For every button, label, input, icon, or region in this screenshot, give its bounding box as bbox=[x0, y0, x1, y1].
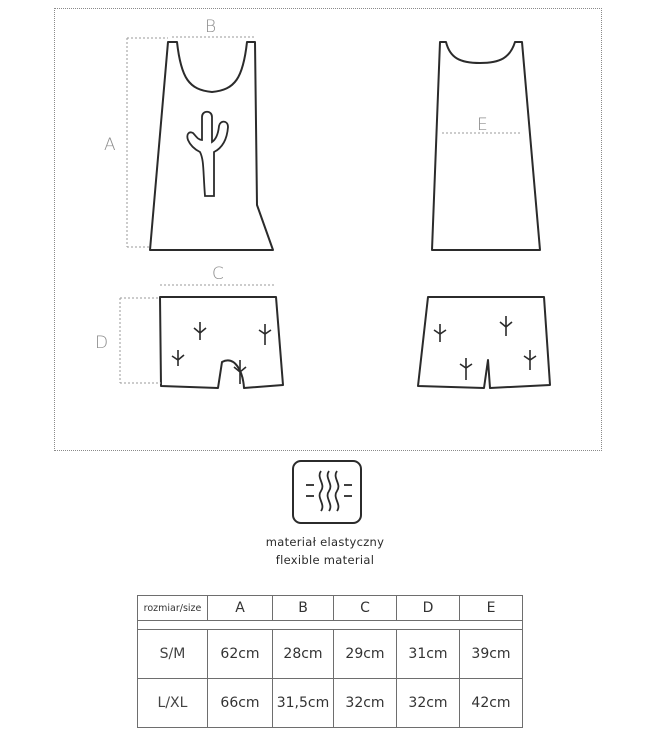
table-spacer bbox=[138, 621, 523, 630]
caption-english: flexible material bbox=[275, 553, 375, 567]
label-d: D bbox=[95, 333, 109, 353]
cell-b: 28cm bbox=[273, 630, 334, 679]
table-row bbox=[138, 679, 523, 728]
header-size: rozmiar/size bbox=[138, 596, 208, 621]
top-front bbox=[150, 42, 273, 250]
dimension-lines bbox=[120, 37, 520, 383]
shorts-back bbox=[418, 297, 550, 388]
header-c: C bbox=[334, 596, 397, 621]
label-c: C bbox=[212, 264, 224, 284]
header-e: E bbox=[460, 596, 523, 621]
row-size: S/M bbox=[138, 630, 208, 679]
label-e: E bbox=[477, 115, 488, 135]
cell-b: 31,5cm bbox=[273, 679, 334, 728]
header-b: B bbox=[273, 596, 334, 621]
flexible-material-icon bbox=[292, 460, 362, 524]
size-table bbox=[137, 595, 523, 728]
label-a: A bbox=[104, 135, 116, 155]
cell-e: 39cm bbox=[460, 630, 523, 679]
cell-d: 31cm bbox=[397, 630, 460, 679]
label-b: B bbox=[205, 17, 217, 37]
top-back bbox=[432, 42, 540, 250]
cactus-icon bbox=[187, 112, 228, 196]
header-d: D bbox=[397, 596, 460, 621]
table-header-row bbox=[138, 596, 523, 621]
table-row bbox=[138, 630, 523, 679]
cell-a: 66cm bbox=[208, 679, 273, 728]
cell-e: 42cm bbox=[460, 679, 523, 728]
row-size: L/XL bbox=[138, 679, 208, 728]
shorts-front bbox=[160, 297, 283, 388]
cell-d: 32cm bbox=[397, 679, 460, 728]
cell-a: 62cm bbox=[208, 630, 273, 679]
cell-c: 29cm bbox=[334, 630, 397, 679]
caption-polish: materiał elastyczny bbox=[265, 535, 385, 549]
cell-c: 32cm bbox=[334, 679, 397, 728]
header-a: A bbox=[208, 596, 273, 621]
